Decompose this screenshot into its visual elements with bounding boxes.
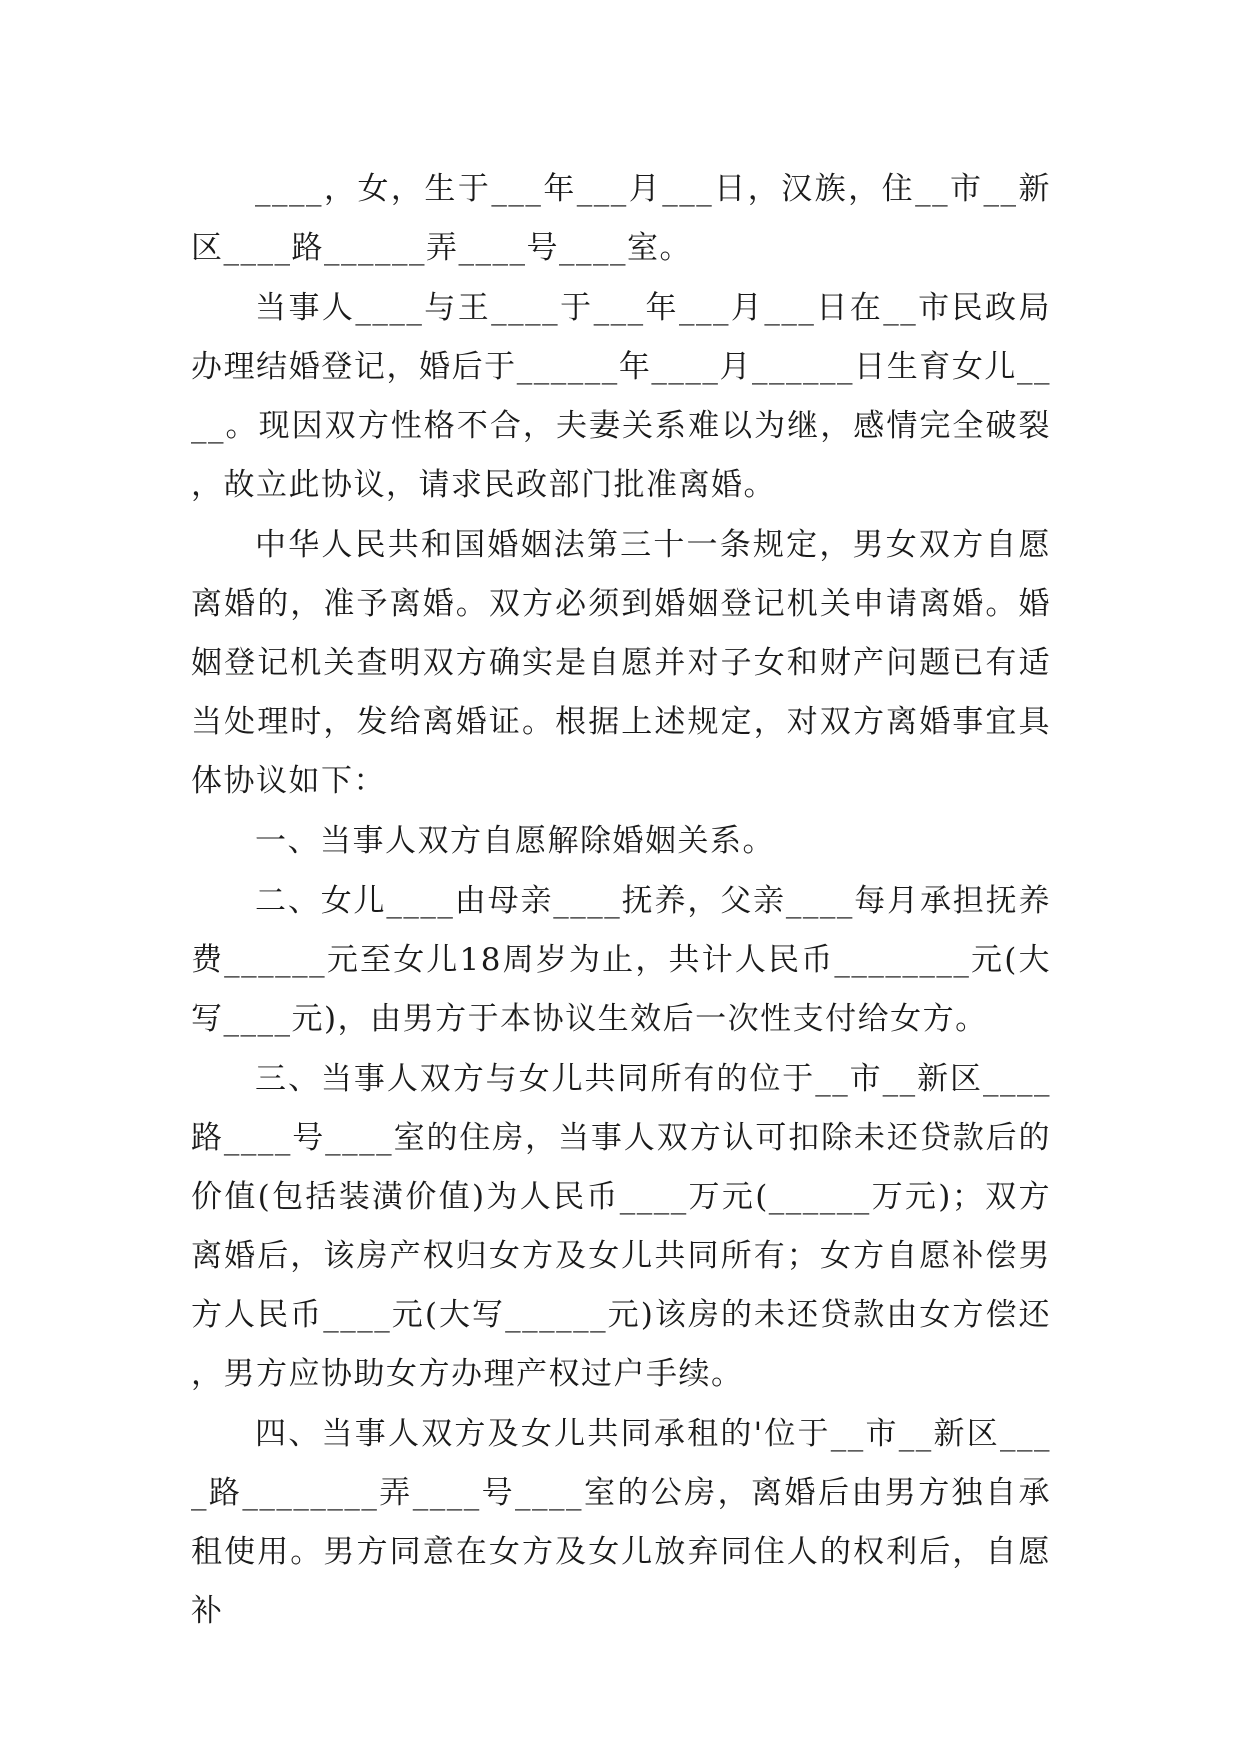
paragraph-party-info: ____，女，生于___年___月___日，汉族，住__市__新区____路______弄____号____室。 <box>191 171 1051 266</box>
paragraph-legal-basis: 中华人民共和国婚姻法第三十一条规定，男女双方自愿离婚的，准予离婚。双方必须到婚姻登记机关申请离婚。婚姻登记机关查明双方确实是自愿并对子女和财产问题已有适当处理时，发给离婚证。根据上述规定，对双方离婚事宜具体协议如下： <box>191 527 1051 799</box>
document-body <box>191 160 1051 1642</box>
paragraph-clause-4: 四、当事人双方及女儿共同承租的'位于__市__新区____路________弄____号____室的公房，离婚后由男方独自承租使用。男方同意在女方及女儿放弃同住人的权利后，自愿补 <box>191 1416 1051 1629</box>
paragraph-clause-3: 三、当事人双方与女儿共同所有的位于__市__新区____路____号____室的住房，当事人双方认可扣除未还贷款后的价值(包括装潢价值)为人民币____万元(______万元)；双方离婚后，该房产权归女方及女儿共同所有；女方自愿补偿男方人民币____元(大写______元)该房的未还贷款由女方偿还，男方应协助女方办理产权过户手续。 <box>191 1061 1051 1392</box>
paragraph-clause-1: 一、当事人双方自愿解除婚姻关系。 <box>255 823 775 859</box>
paragraph-clause-2: 二、女儿____由母亲____抚养，父亲____每月承担抚养费______元至女儿18周岁为止，共计人民币________元(大写____元)，由男方于本协议生效后一次性支付给女方。 <box>191 883 1051 1037</box>
paragraph-marriage-background: 当事人____与王____于___年___月___日在__市民政局办理结婚登记，婚后于______年____月______日生育女儿____。现因双方性格不合，夫妻关系难以为继，感情完全破裂，故立此协议，请求民政部门批准离婚。 <box>191 290 1051 503</box>
